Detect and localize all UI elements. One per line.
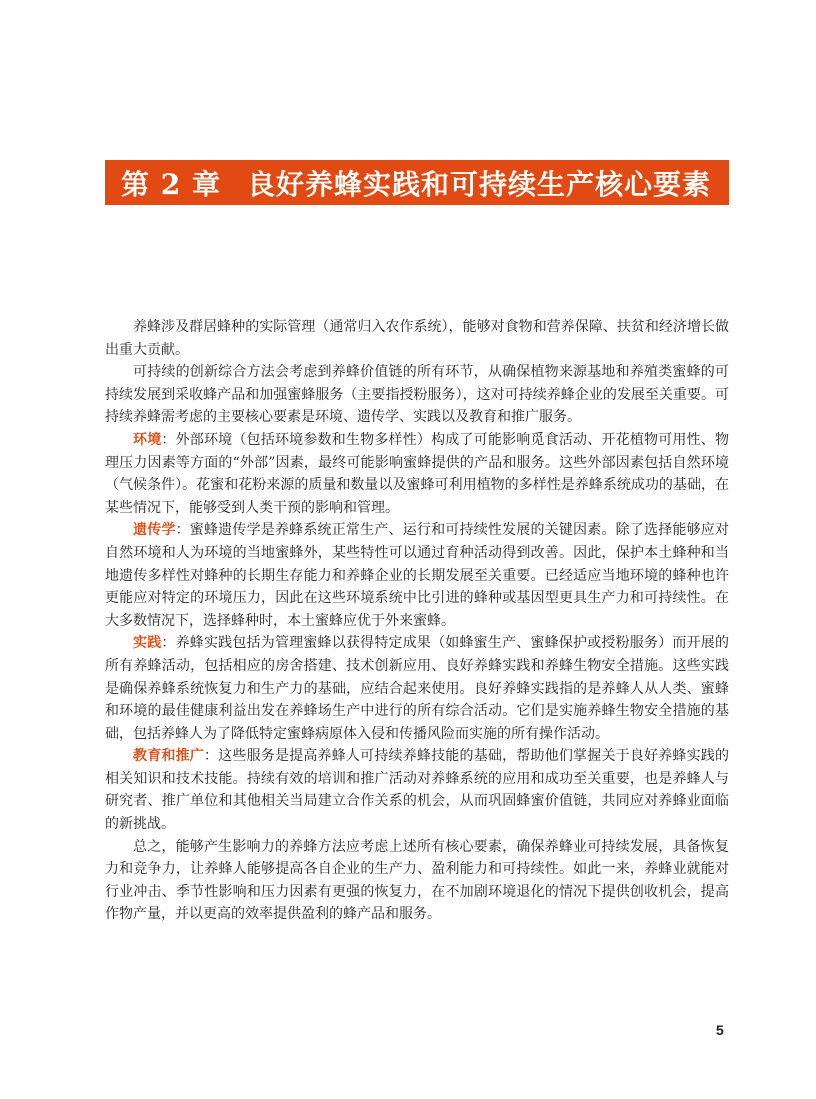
paragraph-text: ：外部环境（包括环境参数和生物多样性）构成了可能影响觅食活动、开花植物可用性、物理压力因素等方面的“外部”因素，最终可能影响蜜蜂提供的产品和服务。这些外部因素包括自然环境（气候条件）。花蜜和花粉来源的质量和数量以及蜜蜂可利用植物的多样性是养蜂系统成功的基础，在某些情况下，能够受到人类干预的影响和管理。	[105, 431, 729, 516]
paragraph-intro	[105, 316, 729, 361]
paragraph-text: 养蜂涉及群居蜂种的实际管理（通常归入农作系统），能够对食物和营养保障、扶贫和经济增长做出重大贡献。	[105, 319, 729, 358]
paragraph-text: 可持续的创新综合方法会考虑到养蜂价值链的所有环节，从确保植物来源基地和养殖类蜜蜂的可持续发展到采收蜂产品和加强蜜蜂服务（主要指授粉服务），这对可持续养蜂企业的发展至关重要。可持续养蜂需考虑的主要核心要素是环境、遗传学、实践以及教育和推广服务。	[105, 364, 729, 426]
body-text	[105, 316, 729, 926]
term-environment: 环境	[133, 431, 162, 448]
paragraph-sustainable-approach	[105, 361, 729, 429]
paragraph-environment	[105, 429, 729, 519]
paragraph-summary	[105, 836, 729, 926]
paragraph-text: ：蜜蜂遗传学是养蜂系统正常生产、运行和可持续性发展的关键因素。除了选择能够应对自然环境和人为环境的当地蜜蜂外，某些特性可以通过育种活动得到改善。因此，保护本土蜂种和当地遗传多样性对蜂种的长期生存能力和养蜂企业的长期发展至关重要。已经适应当地环境的蜂种也许更能应对特定的环境压力，因此在这些环境系统中比引进的蜂种或基因型更具生产力和可持续性。在大多数情况下，选择蜂种时，本土蜜蜂应优于外来蜜蜂。	[105, 522, 730, 629]
paragraph-text: 总之，能够产生影响力的养蜂方法应考虑上述所有核心要素，确保养蜂业可持续发展，具备恢复力和竞争力，让养蜂人能够提高各自企业的生产力、盈利能力和可持续性。如此一来，养蜂业就能对行业冲击、季节性影响和压力因素有更强的恢复力，在不加剧环境退化的情况下提供创收机会，提高作物产量，并以更高的效率提供盈利的蜂产品和服务。	[105, 838, 729, 923]
chapter-heading	[121, 163, 711, 203]
paragraph-text: ：养蜂实践包括为管理蜜蜂以获得特定成果（如蜂蜜生产、蜜蜂保护或授粉服务）而开展的所有养蜂活动，包括相应的房舍搭建、技术创新应用、良好养蜂实践和养蜂生物安全措施。这些实践是确保养蜂系统恢复力和生产力的基础，应结合起来使用。良好养蜂实践指的是养蜂人从人类、蜜蜂和环境的最佳健康利益出发在养蜂场生产中进行的所有综合活动。它们是实施养蜂生物安全措施的基础，包括养蜂人为了降低特定蜜蜂病原体入侵和传播风险而实施的所有操作活动。	[105, 635, 729, 742]
paragraph-genetics	[105, 519, 729, 632]
chapter-banner	[105, 160, 729, 205]
page-number: 5	[716, 1022, 724, 1038]
term-practice: 实践	[133, 635, 162, 652]
term-genetics: 遗传学	[133, 522, 176, 539]
term-education-extension: 教育和推广	[133, 748, 204, 765]
chapter-number: 第 2 章	[121, 167, 221, 201]
paragraph-practice	[105, 632, 729, 745]
paragraph-text: ：这些服务是提高养蜂人可持续养蜂技能的基础，帮助他们掌握关于良好养蜂实践的相关知识和技术技能。持续有效的培训和推广活动对养蜂系统的应用和成功至关重要，也是养蜂人与研究者、推广单位和其他相关当局建立合作关系的机会，从而巩固蜂蜜价值链，共同应对养蜂业面临的新挑战。	[105, 748, 730, 833]
paragraph-education	[105, 745, 729, 835]
chapter-title: 良好养蜂实践和可持续生产核心要素	[246, 167, 711, 201]
